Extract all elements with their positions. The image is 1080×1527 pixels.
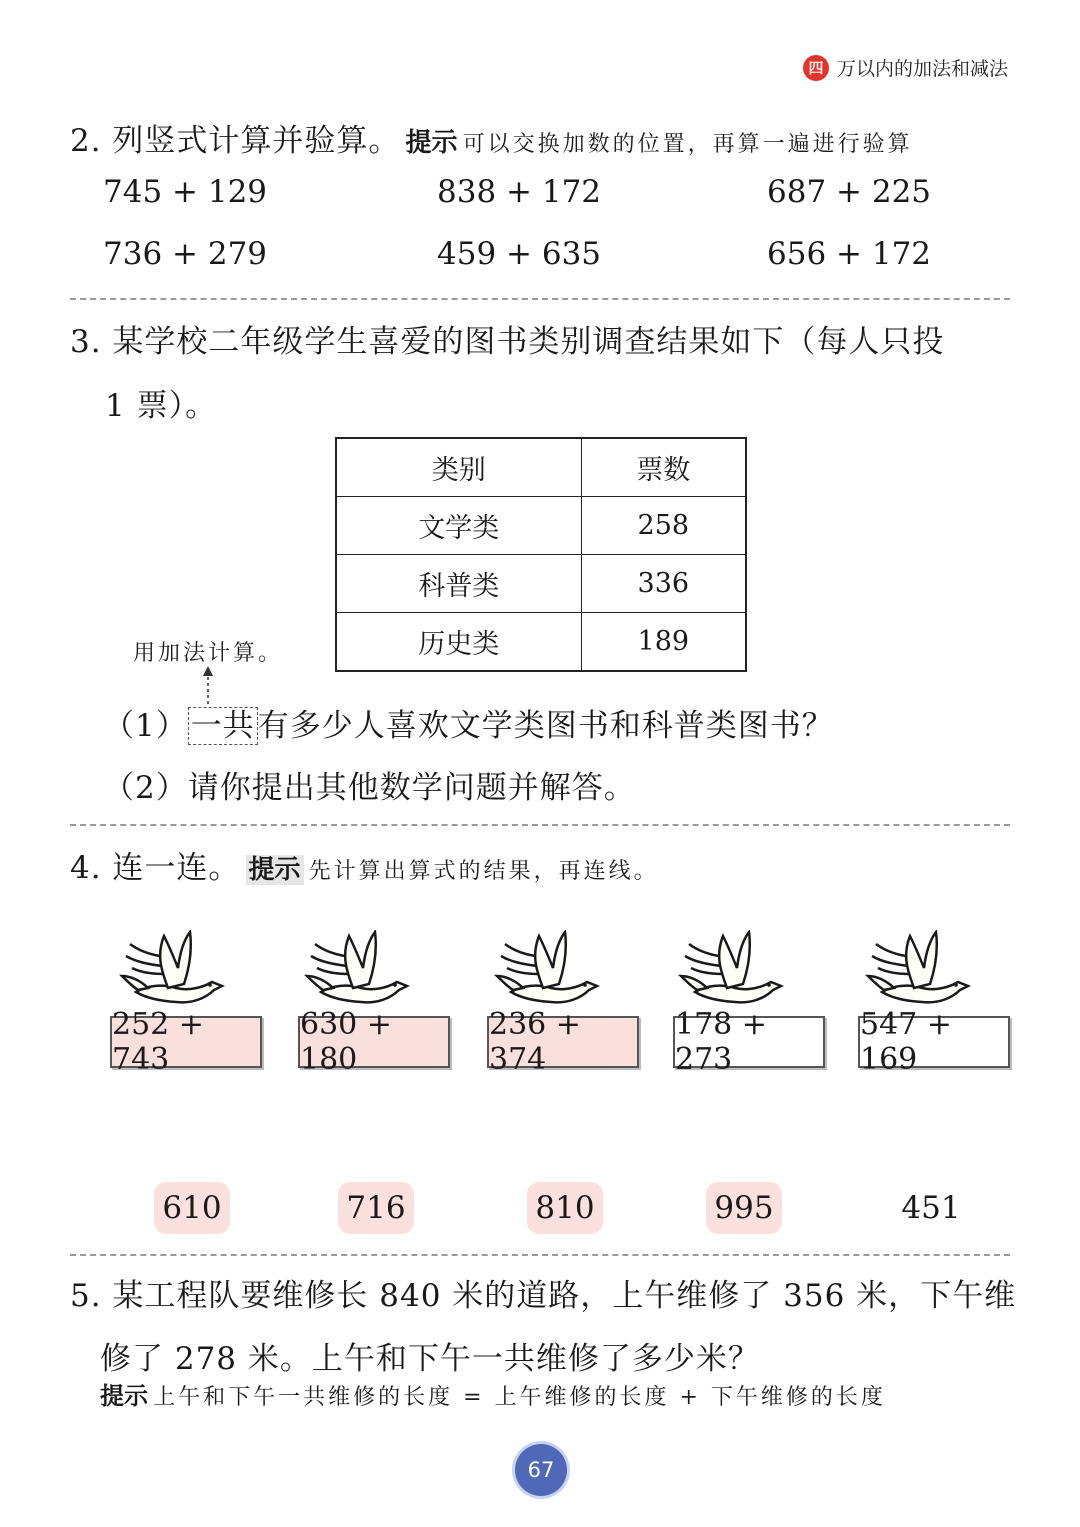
table-cell-votes: 258 (581, 497, 746, 555)
q5-hint-label: 提示 (100, 1382, 148, 1410)
table-row (336, 555, 746, 613)
table-cell-category: 科普类 (336, 555, 581, 613)
answer-bubble[interactable]: 716 (338, 1182, 414, 1234)
q3-sub1-number: （1） (103, 708, 188, 744)
q5-hint-text: 上午和下午一共维修的长度 = 上午维修的长度 + 下午维修的长度 (153, 1385, 886, 1410)
q5-hint (100, 1376, 886, 1411)
q4-hint-label: 提示 (246, 855, 304, 885)
answer-bubble[interactable]: 995 (706, 1182, 782, 1234)
q2-title: 2. 列竖式计算并验算。 (70, 123, 401, 159)
q3-title-line1: 3. 某学校二年级学生喜爱的图书类别调查结果如下（每人只投 (70, 324, 945, 360)
answer-bubble[interactable]: 810 (527, 1182, 603, 1234)
q2-expression: 838 + 172 (437, 174, 602, 210)
q4-hint-text: 先计算出算式的结果，再连线。 (308, 859, 659, 884)
page-number: 67 (515, 1444, 567, 1496)
q2-expression: 459 + 635 (437, 236, 602, 272)
section-divider (70, 824, 1010, 826)
dove-icon (864, 930, 974, 1012)
q2-heading (70, 115, 913, 160)
q3-sub2: （2）请你提出其他数学问题并解答。 (103, 770, 636, 806)
unit-header (803, 54, 1008, 81)
q2-expression: 736 + 279 (103, 236, 268, 272)
q3-sub1-keyword: 一共 (188, 707, 258, 745)
vote-table (335, 437, 747, 672)
table-row (336, 497, 746, 555)
q5-line2: 修了 278 米。上午和下午一共维修了多少米？ (100, 1341, 760, 1377)
section-divider (70, 1254, 1010, 1256)
q2-hint-label: 提示 (405, 128, 458, 158)
table-header-category: 类别 (336, 438, 581, 497)
table-cell-votes: 189 (581, 613, 746, 672)
addition-note: 用加法计算。 (133, 641, 284, 666)
table-cell-votes: 336 (581, 555, 746, 613)
bird-expression-box[interactable]: 178 + 273 (673, 1016, 825, 1068)
table-header-votes: 票数 (581, 438, 746, 497)
dove-icon (118, 930, 228, 1012)
answer-bubble[interactable]: 610 (154, 1182, 230, 1234)
table-cell-category: 文学类 (336, 497, 581, 555)
table-cell-category: 历史类 (336, 613, 581, 672)
dove-icon (677, 930, 787, 1012)
bird-expression-box[interactable]: 547 + 169 (858, 1016, 1010, 1068)
bird-expression-box[interactable]: 630 + 180 (298, 1016, 450, 1068)
dove-icon (493, 930, 603, 1012)
dove-icon (303, 930, 413, 1012)
q3-sub1 (103, 700, 834, 745)
q2-expression: 656 + 172 (767, 236, 932, 272)
q3-title-line2: 1 票）。 (105, 388, 218, 424)
q5-line1: 5. 某工程队要维修长 840 米的道路，上午维修了 356 米，下午维 (70, 1278, 1017, 1314)
q4-title: 4. 连一连。 (70, 850, 241, 886)
table-header-row (336, 438, 746, 497)
q2-expression: 687 + 225 (767, 174, 932, 210)
answer-bubble[interactable]: 451 (901, 1190, 961, 1226)
q2-expression: 745 + 129 (103, 174, 268, 210)
table-row (336, 613, 746, 672)
q4-heading (70, 842, 659, 887)
unit-title: 万以内的加法和减法 (836, 58, 1008, 80)
q2-hint-text: 可以交换加数的位置，再算一遍进行验算 (462, 132, 913, 157)
q3-sub1-text: 有多少人喜欢文学类图书和科普类图书？ (257, 708, 834, 744)
section-divider (70, 298, 1010, 300)
bird-expression-box[interactable]: 236 + 374 (487, 1016, 639, 1068)
bird-expression-box[interactable]: 252 + 743 (110, 1016, 262, 1068)
unit-badge: 四 (803, 55, 829, 81)
